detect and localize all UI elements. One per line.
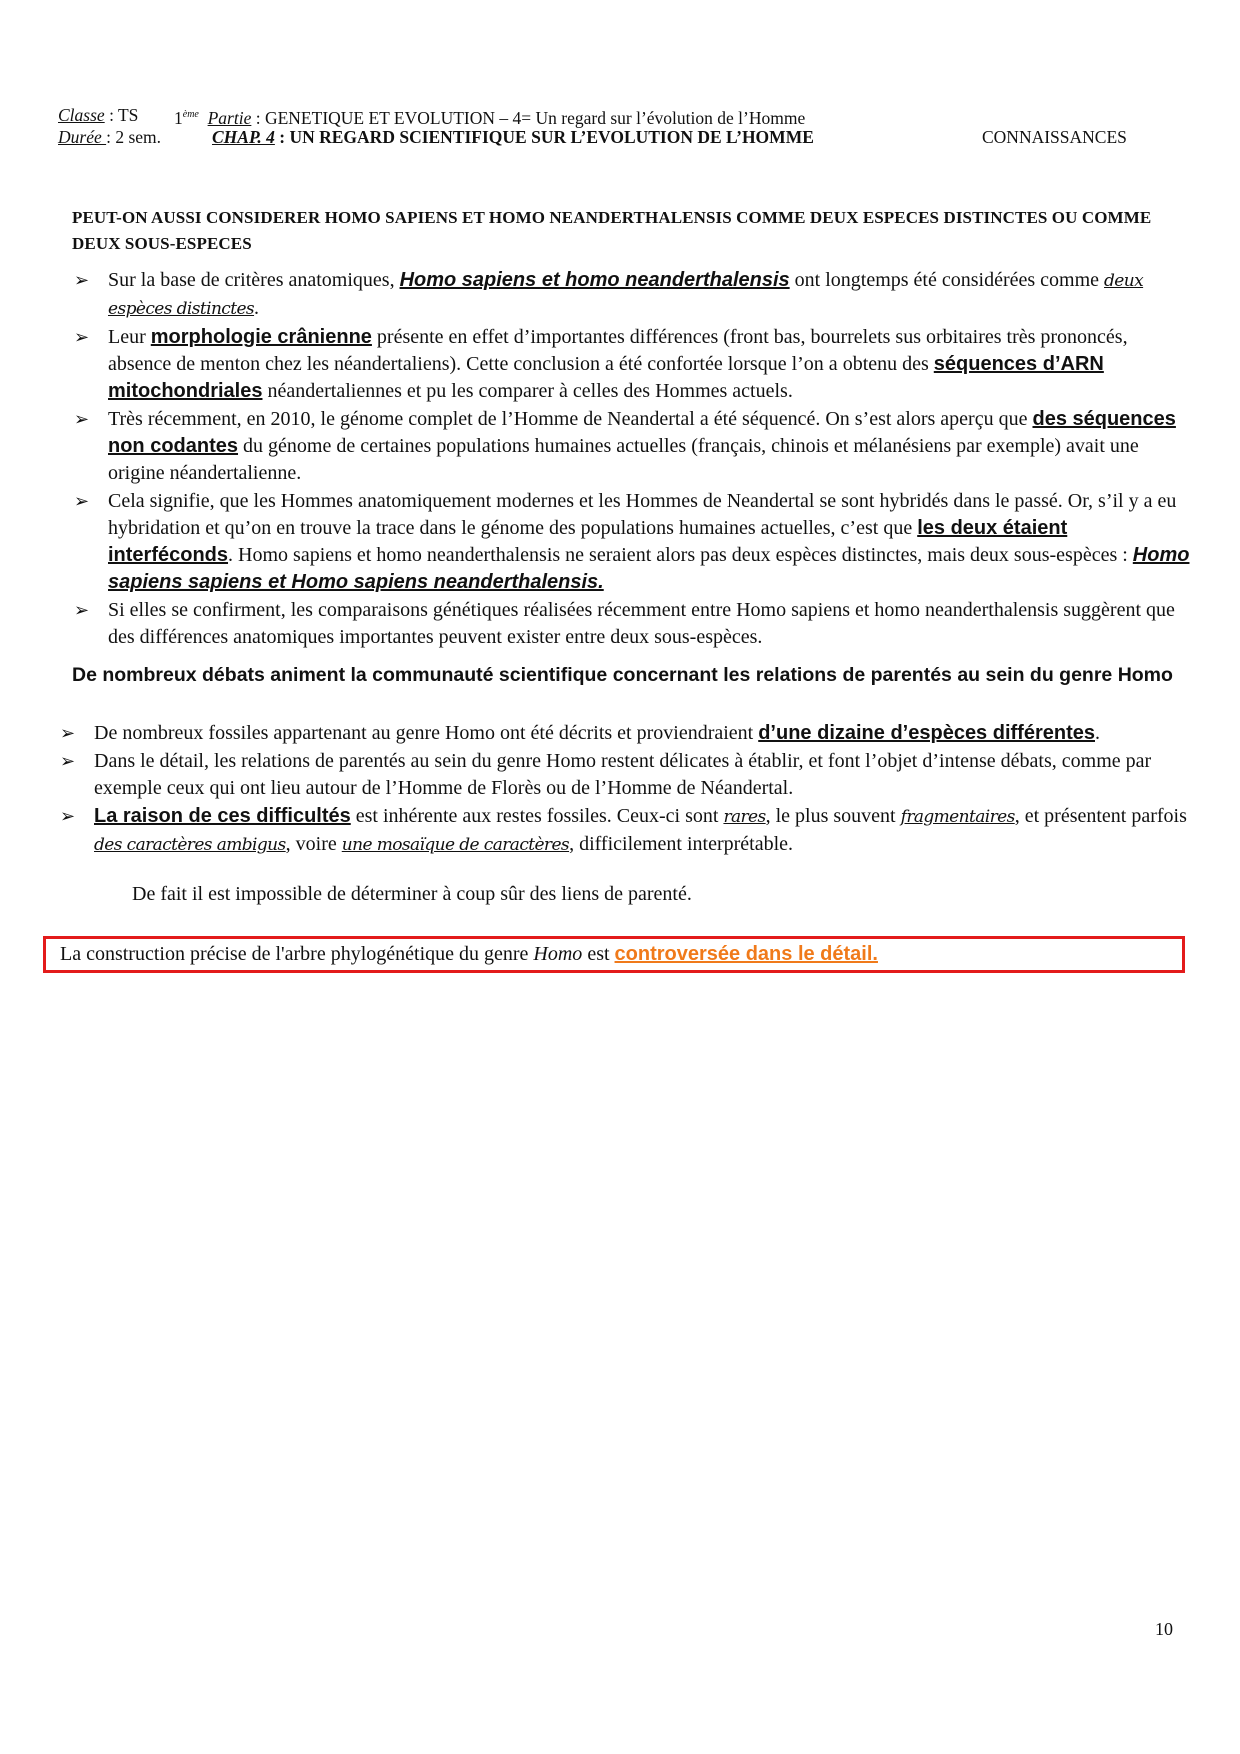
list-item: ➢ Cela signifie, que les Hommes anatomiquement modernes et les Hommes de Neandertal se sont hybridés dans le passé. Or, s’il y a eu hybridation et qu’on en trouve la trace dans le génome des populations humaines actuelles, c’est que les deux étaient interféconds. Homo sapiens et homo neanderthalensis ne seraient alors pas deux espèces distinctes, mais deux sous-espèces : Homo sapiens sapiens et Homo sapiens neanderthalensis. (74, 490, 1190, 593)
arrow-bullet-icon: ➢ (74, 600, 90, 620)
section-1-title: PEUT-ON AUSSI CONSIDERER HOMO SAPIENS ET HOMO NEANDERTHALENSIS COMME DEUX ESPECES DISTINCTES OU COMME DEUX SOUS-ESPECES (72, 208, 1152, 253)
duree-value: : 2 sem. (106, 127, 162, 147)
partie-number: 1 (174, 107, 183, 128)
summary-box: La construction précise de l'arbre phylogénétique du genre Homo est controversée dans le détail. (43, 936, 1185, 973)
classe-value: : TS (104, 105, 139, 125)
arrow-bullet-icon: ➢ (60, 806, 76, 826)
chap-title: : UN REGARD SCIENTIFIQUE SUR L’EVOLUTION DE L’HOMME (274, 127, 814, 147)
list-item: ➢ Sur la base de critères anatomiques, Homo sapiens et homo neanderthalensis ont longtemps été considérées comme deux espèces distinctes. (74, 269, 1144, 319)
arrow-bullet-icon: ➢ (74, 491, 90, 511)
section-2-list (58, 720, 1190, 860)
partie-label: Partie (207, 107, 252, 128)
genus-name: Homo (533, 943, 583, 965)
classe-label: Classe (58, 105, 105, 125)
arrow-bullet-icon: ➢ (74, 409, 90, 429)
list-item: ➢ Dans le détail, les relations de parentés au sein du genre Homo restent délicates à établir, et font l’objet d’intense débats, comme par exemple ceux qui ont lieu autour de l’Homme de Florès ou de l’Homme de Néandertal. (60, 750, 1152, 799)
conclusion-text: De fait il est impossible de déterminer à coup sûr des liens de parenté. (132, 883, 692, 905)
page-number: 10 (1155, 1619, 1173, 1639)
list-item: ➢ Très récemment, en 2010, le génome complet de l’Homme de Neandertal a été séquencé. On s’est alors aperçu que des séquences non codantes du génome de certaines populations humaines actuelles (français, chinois et mélanésiens par exemple) avait une origine néandertalienne. (74, 408, 1176, 484)
list-item: ➢ De nombreux fossiles appartenant au genre Homo ont été décrits et proviendraient d’une dizaine d’espèces différentes. (58, 720, 1190, 747)
list-item: ➢ La raison de ces difficultés est inhérente aux restes fossiles. Ceux-ci sont rares, le plus souvent fragmentaires, et présentent parfois des caractères ambigus, voire une mosaïque de caractères, difficilement interprétable. (60, 805, 1187, 855)
arrow-bullet-icon: ➢ (74, 270, 90, 290)
section-2-title: De nombreux débats animent la communauté scientifique concernant les relations de parentés au sein du genre Homo (72, 664, 1173, 686)
partie-superscript: ème (182, 109, 199, 120)
chap-label: CHAP. 4 (212, 127, 275, 147)
partie-text: : GENETIQUE ET EVOLUTION – 4= Un regard sur l’évolution de l’Homme (251, 107, 806, 128)
arrow-bullet-icon: ➢ (74, 327, 90, 347)
duree-label: Durée (58, 127, 107, 147)
list-item: ➢ Si elles se confirment, les comparaisons génétiques réalisées récemment entre Homo sapiens et homo neanderthalensis suggèrent que des différences anatomiques importantes peuvent exister entre deux sous-espèces. (74, 599, 1175, 648)
arrow-bullet-icon: ➢ (60, 751, 76, 771)
list-item: ➢ Leur morphologie crânienne présente en effet d’importantes différences (front bas, bourrelets sus orbitaires très prononcés, absence de menton chez les néandertaliens). Cette conclusion a été confortée lorsque l’on a obtenu des séquences d’ARN mitochondriales néandertaliennes et pu les comparer à celles des Hommes actuels. (74, 326, 1128, 402)
arrow-bullet-icon: ➢ (60, 723, 76, 743)
category-label: CONNAISSANCES (982, 127, 1127, 147)
highlighted-text: controversée dans le détail. (614, 943, 878, 965)
section-1-list (72, 267, 1190, 652)
